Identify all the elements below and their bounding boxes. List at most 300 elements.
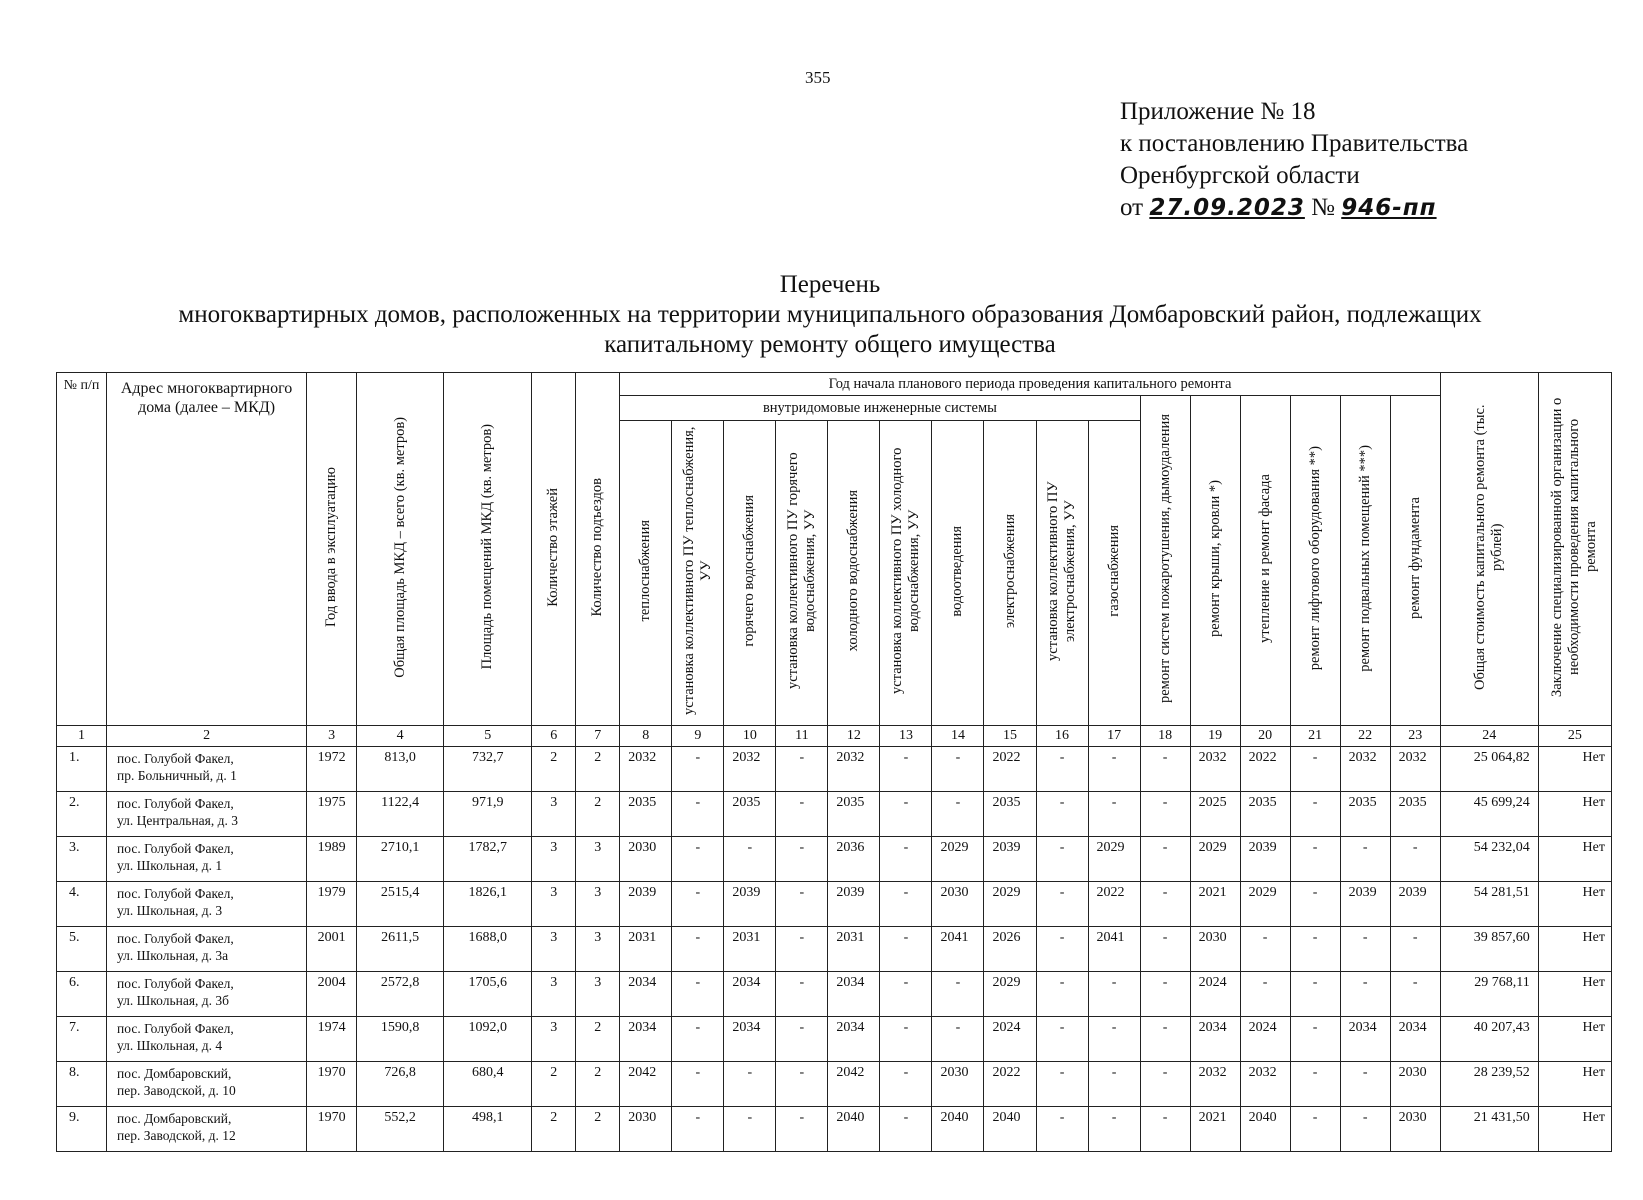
column-number: 11 xyxy=(776,726,828,747)
cell-c20: - xyxy=(1240,927,1290,972)
cell-c16: - xyxy=(1036,837,1088,882)
cell-en: 2 xyxy=(576,792,620,837)
column-number: 22 xyxy=(1340,726,1390,747)
row-address xyxy=(107,1017,307,1062)
header-col9: установка коллективного ПУ теплоснабжения, УУ xyxy=(672,421,724,726)
cell-c11: - xyxy=(776,1062,828,1107)
header-col10: горячего водоснабжения xyxy=(724,421,776,726)
cell-c13: - xyxy=(880,837,932,882)
cell-c23: 2034 xyxy=(1390,1017,1440,1062)
cell-concl: Нет xyxy=(1538,927,1611,972)
header-col20: утепление и ремонт фасада xyxy=(1240,396,1290,726)
row-number: 3. xyxy=(57,837,107,882)
header-col8: теплоснабжения xyxy=(620,421,672,726)
cell-c22: - xyxy=(1340,1062,1390,1107)
header-col12: холодного водоснабжения xyxy=(828,421,880,726)
column-number: 13 xyxy=(880,726,932,747)
cell-c22: 2032 xyxy=(1340,747,1390,792)
cell-c19: 2032 xyxy=(1190,747,1240,792)
cell-fl: 3 xyxy=(532,882,576,927)
column-number: 24 xyxy=(1440,726,1538,747)
cell-c8: 2039 xyxy=(620,882,672,927)
header-col21: ремонт лифтового оборудования **) xyxy=(1290,396,1340,726)
table-row xyxy=(57,882,1612,927)
cell-c21: - xyxy=(1290,747,1340,792)
header-conclusion: Заключение специализированной организации о необходимости проведения капитального ремонта xyxy=(1538,373,1611,726)
cell-cost: 29 768,11 xyxy=(1440,972,1538,1017)
cell-fl: 3 xyxy=(532,792,576,837)
cell-c8: 2035 xyxy=(620,792,672,837)
appendix-line-3: Оренбургской области xyxy=(1120,162,1360,189)
cell-concl: Нет xyxy=(1538,972,1611,1017)
cell-cost: 39 857,60 xyxy=(1440,927,1538,972)
column-number: 20 xyxy=(1240,726,1290,747)
row-address xyxy=(107,747,307,792)
address-line-1: пос. Домбаровский, xyxy=(117,1066,232,1081)
cell-c9: - xyxy=(672,882,724,927)
cell-area: 552,2 xyxy=(357,1107,444,1152)
column-number: 17 xyxy=(1088,726,1140,747)
cell-prem: 680,4 xyxy=(444,1062,532,1107)
address-line-1: пос. Голубой Факел, xyxy=(117,1021,234,1036)
cell-c10: 2034 xyxy=(724,972,776,1017)
cell-area: 2710,1 xyxy=(357,837,444,882)
cell-fl: 3 xyxy=(532,972,576,1017)
cell-c21: - xyxy=(1290,1017,1340,1062)
cell-cost: 54 281,51 xyxy=(1440,882,1538,927)
address-line-2: пр. Больничный, д. 1 xyxy=(117,768,237,783)
cell-year: 1975 xyxy=(307,792,357,837)
column-number: 16 xyxy=(1036,726,1088,747)
cell-c11: - xyxy=(776,747,828,792)
cell-c23: 2030 xyxy=(1390,1107,1440,1152)
column-number: 25 xyxy=(1538,726,1611,747)
appendix-line-1: Приложение № 18 xyxy=(1120,98,1316,125)
header-premises-area: Площадь помещений МКД (кв. метров) xyxy=(444,373,532,726)
cell-c19: 2021 xyxy=(1190,882,1240,927)
cell-c8: 2042 xyxy=(620,1062,672,1107)
column-number: 18 xyxy=(1140,726,1190,747)
address-line-2: ул. Школьная, д. 4 xyxy=(117,1038,223,1053)
address-line-1: пос. Голубой Факел, xyxy=(117,976,234,991)
cell-c20: 2039 xyxy=(1240,837,1290,882)
column-number: 1 xyxy=(57,726,107,747)
cell-c17: 2041 xyxy=(1088,927,1140,972)
row-address xyxy=(107,837,307,882)
cell-area: 2572,8 xyxy=(357,972,444,1017)
cell-fl: 2 xyxy=(532,1107,576,1152)
row-number: 2. xyxy=(57,792,107,837)
row-number: 9. xyxy=(57,1107,107,1152)
cell-c17: - xyxy=(1088,1017,1140,1062)
header-col23: ремонт фундамента xyxy=(1390,396,1440,726)
cell-year: 1979 xyxy=(307,882,357,927)
column-number: 2 xyxy=(107,726,307,747)
cell-c17: - xyxy=(1088,972,1140,1017)
column-number: 5 xyxy=(444,726,532,747)
table-row xyxy=(57,1062,1612,1107)
table-row xyxy=(57,792,1612,837)
column-number: 15 xyxy=(984,726,1036,747)
row-number: 6. xyxy=(57,972,107,1017)
cell-c14: 2041 xyxy=(932,927,984,972)
cell-c18: - xyxy=(1140,927,1190,972)
cell-c23: 2035 xyxy=(1390,792,1440,837)
cell-prem: 498,1 xyxy=(444,1107,532,1152)
cell-c13: - xyxy=(880,1062,932,1107)
cell-c21: - xyxy=(1290,792,1340,837)
cell-concl: Нет xyxy=(1538,837,1611,882)
cell-fl: 3 xyxy=(532,927,576,972)
cell-c18: - xyxy=(1140,1062,1190,1107)
cell-c23: - xyxy=(1390,837,1440,882)
table-row xyxy=(57,1017,1612,1062)
cell-cost: 54 232,04 xyxy=(1440,837,1538,882)
cell-c11: - xyxy=(776,882,828,927)
address-line-2: ул. Школьная, д. 3а xyxy=(117,948,229,963)
address-line-2: ул. Школьная, д. 3б xyxy=(117,993,230,1008)
cell-c10: - xyxy=(724,1107,776,1152)
cell-c10: 2034 xyxy=(724,1017,776,1062)
cell-c20: 2029 xyxy=(1240,882,1290,927)
header-group-sub: внутридомовые инженерные системы xyxy=(620,396,1140,421)
cell-c9: - xyxy=(672,747,724,792)
cell-area: 2611,5 xyxy=(357,927,444,972)
cell-c14: - xyxy=(932,792,984,837)
cell-c16: - xyxy=(1036,1017,1088,1062)
cell-c17: - xyxy=(1088,792,1140,837)
table-row xyxy=(57,837,1612,882)
cell-c17: 2022 xyxy=(1088,882,1140,927)
cell-c16: - xyxy=(1036,792,1088,837)
cell-c18: - xyxy=(1140,747,1190,792)
address-line-1: пос. Голубой Факел, xyxy=(117,841,234,856)
column-number: 8 xyxy=(620,726,672,747)
cell-c15: 2029 xyxy=(984,972,1036,1017)
cell-cost: 45 699,24 xyxy=(1440,792,1538,837)
cell-c19: 2032 xyxy=(1190,1062,1240,1107)
header-col22: ремонт подвальных помещений ***) xyxy=(1340,396,1390,726)
address-line-1: пос. Голубой Факел, xyxy=(117,931,234,946)
cell-c12: 2042 xyxy=(828,1062,880,1107)
cell-en: 2 xyxy=(576,1062,620,1107)
cell-en: 3 xyxy=(576,837,620,882)
cell-c14: 2030 xyxy=(932,882,984,927)
cell-c23: 2039 xyxy=(1390,882,1440,927)
cell-c22: - xyxy=(1340,1107,1390,1152)
appendix-line-2: к постановлению Правительства xyxy=(1120,130,1469,157)
address-line-1: пос. Голубой Факел, xyxy=(117,751,234,766)
row-address xyxy=(107,1107,307,1152)
cell-c11: - xyxy=(776,792,828,837)
appendix-date-line xyxy=(1120,192,1468,224)
cell-c9: - xyxy=(672,1017,724,1062)
cell-c20: 2032 xyxy=(1240,1062,1290,1107)
cell-c11: - xyxy=(776,927,828,972)
cell-c18: - xyxy=(1140,792,1190,837)
address-line-1: пос. Домбаровский, xyxy=(117,1111,232,1126)
cell-prem: 732,7 xyxy=(444,747,532,792)
address-line-2: ул. Школьная, д. 3 xyxy=(117,903,223,918)
cell-prem: 971,9 xyxy=(444,792,532,837)
cell-year: 1970 xyxy=(307,1062,357,1107)
cell-c9: - xyxy=(672,1062,724,1107)
cell-c15: 2024 xyxy=(984,1017,1036,1062)
row-address xyxy=(107,882,307,927)
cell-c15: 2029 xyxy=(984,882,1036,927)
cell-c8: 2030 xyxy=(620,837,672,882)
column-number: 19 xyxy=(1190,726,1240,747)
header-col14: водоотведения xyxy=(932,421,984,726)
cell-c21: - xyxy=(1290,882,1340,927)
cell-c12: 2034 xyxy=(828,972,880,1017)
cell-c20: - xyxy=(1240,972,1290,1017)
cell-c12: 2035 xyxy=(828,792,880,837)
cell-c12: 2034 xyxy=(828,1017,880,1062)
cell-c16: - xyxy=(1036,747,1088,792)
column-number: 6 xyxy=(532,726,576,747)
cell-c8: 2032 xyxy=(620,747,672,792)
cell-fl: 3 xyxy=(532,837,576,882)
header-col11: установка коллективного ПУ горячего водоснабжения, УУ xyxy=(776,421,828,726)
cell-c19: 2029 xyxy=(1190,837,1240,882)
cell-c21: - xyxy=(1290,1107,1340,1152)
cell-c8: 2031 xyxy=(620,927,672,972)
address-line-2: ул. Школьная, д. 1 xyxy=(117,858,223,873)
cell-c15: 2035 xyxy=(984,792,1036,837)
cell-c21: - xyxy=(1290,972,1340,1017)
appendix-block xyxy=(1120,96,1468,224)
document-title xyxy=(60,270,1600,360)
cell-cost: 21 431,50 xyxy=(1440,1107,1538,1152)
cell-concl: Нет xyxy=(1538,1017,1611,1062)
cell-en: 3 xyxy=(576,927,620,972)
cell-c15: 2022 xyxy=(984,1062,1036,1107)
cell-c16: - xyxy=(1036,972,1088,1017)
column-number: 14 xyxy=(932,726,984,747)
column-number: 21 xyxy=(1290,726,1340,747)
cell-c11: - xyxy=(776,1107,828,1152)
header-col18: ремонт систем пожаротушения, дымоудаления xyxy=(1140,396,1190,726)
header-floors: Количество этажей xyxy=(532,373,576,726)
number-prefix: № xyxy=(1311,194,1335,221)
cell-c16: - xyxy=(1036,882,1088,927)
cell-c19: 2024 xyxy=(1190,972,1240,1017)
cell-en: 2 xyxy=(576,1017,620,1062)
cell-c21: - xyxy=(1290,1062,1340,1107)
cell-c23: 2032 xyxy=(1390,747,1440,792)
cell-c10: - xyxy=(724,837,776,882)
header-col16: установка коллективного ПУ электроснабжения, УУ xyxy=(1036,421,1088,726)
column-number: 3 xyxy=(307,726,357,747)
row-address xyxy=(107,792,307,837)
cell-c17: 2029 xyxy=(1088,837,1140,882)
cell-c10: 2032 xyxy=(724,747,776,792)
cell-c14: - xyxy=(932,972,984,1017)
cell-c22: 2035 xyxy=(1340,792,1390,837)
cell-year: 2001 xyxy=(307,927,357,972)
address-line-1: пос. Голубой Факел, xyxy=(117,796,234,811)
cell-c15: 2026 xyxy=(984,927,1036,972)
cell-c9: - xyxy=(672,837,724,882)
row-address xyxy=(107,927,307,972)
cell-fl: 2 xyxy=(532,747,576,792)
cell-c13: - xyxy=(880,1017,932,1062)
cell-c16: - xyxy=(1036,1107,1088,1152)
cell-c20: 2040 xyxy=(1240,1107,1290,1152)
cell-year: 1974 xyxy=(307,1017,357,1062)
header-col15: электроснабжения xyxy=(984,421,1036,726)
cell-c18: - xyxy=(1140,1017,1190,1062)
cell-c13: - xyxy=(880,882,932,927)
cell-c18: - xyxy=(1140,972,1190,1017)
cell-c23: 2030 xyxy=(1390,1062,1440,1107)
cell-c22: - xyxy=(1340,927,1390,972)
table-row xyxy=(57,972,1612,1017)
cell-concl: Нет xyxy=(1538,792,1611,837)
cell-c8: 2034 xyxy=(620,972,672,1017)
table-row xyxy=(57,927,1612,972)
cell-c18: - xyxy=(1140,837,1190,882)
cell-c14: 2030 xyxy=(932,1062,984,1107)
cell-en: 3 xyxy=(576,882,620,927)
cell-en: 2 xyxy=(576,1107,620,1152)
page-number: 355 xyxy=(805,68,831,87)
row-number: 5. xyxy=(57,927,107,972)
cell-c12: 2036 xyxy=(828,837,880,882)
row-address xyxy=(107,972,307,1017)
header-group-main: Год начала планового периода проведения капитального ремонта xyxy=(620,373,1440,396)
cell-c15: 2040 xyxy=(984,1107,1036,1152)
cell-c18: - xyxy=(1140,882,1190,927)
header-col17: газоснабжения xyxy=(1088,421,1140,726)
cell-prem: 1826,1 xyxy=(444,882,532,927)
title-line-2: многоквартирных домов, расположенных на территории муниципального образования Домбаровский район, подлежащих xyxy=(178,301,1482,328)
cell-c10: 2035 xyxy=(724,792,776,837)
cell-c9: - xyxy=(672,972,724,1017)
cell-c11: - xyxy=(776,837,828,882)
cell-concl: Нет xyxy=(1538,1062,1611,1107)
cell-fl: 2 xyxy=(532,1062,576,1107)
cell-en: 2 xyxy=(576,747,620,792)
header-total-cost: Общая стоимость капитального ремонта (тыс. рублей) xyxy=(1440,373,1538,726)
cell-c21: - xyxy=(1290,927,1340,972)
cell-year: 1972 xyxy=(307,747,357,792)
cell-c10: 2031 xyxy=(724,927,776,972)
cell-area: 1122,4 xyxy=(357,792,444,837)
row-number: 7. xyxy=(57,1017,107,1062)
cell-c18: - xyxy=(1140,1107,1190,1152)
cell-prem: 1688,0 xyxy=(444,927,532,972)
cell-c14: - xyxy=(932,1017,984,1062)
cell-c14: - xyxy=(932,747,984,792)
cell-cost: 25 064,82 xyxy=(1440,747,1538,792)
cell-concl: Нет xyxy=(1538,1107,1611,1152)
cell-c16: - xyxy=(1036,1062,1088,1107)
cell-c23: - xyxy=(1390,927,1440,972)
address-line-1: пос. Голубой Факел, xyxy=(117,886,234,901)
cell-c10: - xyxy=(724,1062,776,1107)
cell-c13: - xyxy=(880,747,932,792)
header-year: Год ввода в эксплуатацию xyxy=(307,373,357,726)
row-number: 4. xyxy=(57,882,107,927)
header-total-area: Общая площадь МКД – всего (кв. метров) xyxy=(357,373,444,726)
cell-c13: - xyxy=(880,1107,932,1152)
cell-c23: - xyxy=(1390,972,1440,1017)
cell-c8: 2034 xyxy=(620,1017,672,1062)
header-col19: ремонт крыши, кровли *) xyxy=(1190,396,1240,726)
cell-year: 1989 xyxy=(307,837,357,882)
cell-c14: 2040 xyxy=(932,1107,984,1152)
cell-area: 2515,4 xyxy=(357,882,444,927)
cell-c22: - xyxy=(1340,972,1390,1017)
cell-c13: - xyxy=(880,927,932,972)
houses-table xyxy=(56,372,1612,1152)
cell-c9: - xyxy=(672,1107,724,1152)
column-number: 4 xyxy=(357,726,444,747)
handwritten-number: 946-пп xyxy=(1341,195,1437,221)
cell-c17: - xyxy=(1088,747,1140,792)
table-row xyxy=(57,747,1612,792)
cell-c17: - xyxy=(1088,1062,1140,1107)
title-line-1: Перечень xyxy=(779,271,881,298)
column-number-row xyxy=(57,726,1612,747)
cell-c10: 2039 xyxy=(724,882,776,927)
cell-c19: 2021 xyxy=(1190,1107,1240,1152)
header-address: Адрес многоквартирного дома (далее – МКД) xyxy=(107,373,307,726)
cell-prem: 1782,7 xyxy=(444,837,532,882)
date-prefix: от xyxy=(1120,194,1144,221)
cell-cost: 28 239,52 xyxy=(1440,1062,1538,1107)
address-line-2: пер. Заводской, д. 12 xyxy=(117,1128,236,1143)
cell-c11: - xyxy=(776,1017,828,1062)
cell-area: 813,0 xyxy=(357,747,444,792)
column-number: 12 xyxy=(828,726,880,747)
cell-area: 726,8 xyxy=(357,1062,444,1107)
cell-c20: 2024 xyxy=(1240,1017,1290,1062)
table-row xyxy=(57,1107,1612,1152)
cell-c12: 2031 xyxy=(828,927,880,972)
cell-c22: 2039 xyxy=(1340,882,1390,927)
cell-c8: 2030 xyxy=(620,1107,672,1152)
cell-c12: 2039 xyxy=(828,882,880,927)
cell-c22: - xyxy=(1340,837,1390,882)
column-number: 10 xyxy=(724,726,776,747)
cell-c12: 2032 xyxy=(828,747,880,792)
cell-area: 1590,8 xyxy=(357,1017,444,1062)
column-number: 9 xyxy=(672,726,724,747)
cell-c14: 2029 xyxy=(932,837,984,882)
row-address xyxy=(107,1062,307,1107)
cell-c22: 2034 xyxy=(1340,1017,1390,1062)
cell-c9: - xyxy=(672,927,724,972)
row-number: 8. xyxy=(57,1062,107,1107)
cell-year: 2004 xyxy=(307,972,357,1017)
cell-c20: 2022 xyxy=(1240,747,1290,792)
cell-cost: 40 207,43 xyxy=(1440,1017,1538,1062)
cell-concl: Нет xyxy=(1538,747,1611,792)
cell-c13: - xyxy=(880,792,932,837)
handwritten-date: 27.09.2023 xyxy=(1149,195,1305,221)
header-col13: установка коллективного ПУ холодного водоснабжения, УУ xyxy=(880,421,932,726)
column-number: 7 xyxy=(576,726,620,747)
cell-c9: - xyxy=(672,792,724,837)
cell-prem: 1092,0 xyxy=(444,1017,532,1062)
cell-c13: - xyxy=(880,972,932,1017)
cell-prem: 1705,6 xyxy=(444,972,532,1017)
cell-concl: Нет xyxy=(1538,882,1611,927)
cell-c19: 2030 xyxy=(1190,927,1240,972)
